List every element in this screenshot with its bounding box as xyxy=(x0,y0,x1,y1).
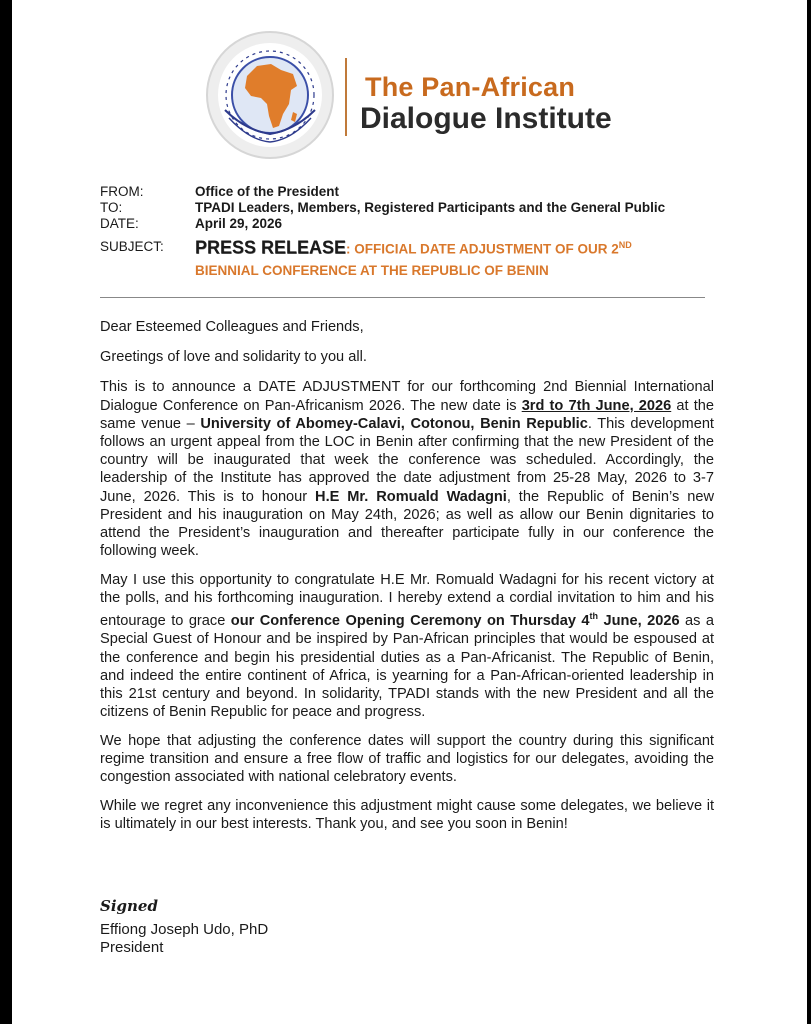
signed-mark: Signed xyxy=(100,897,158,915)
from-value: Office of the President xyxy=(195,184,340,199)
letter-body xyxy=(100,318,714,844)
from-label: FROM: xyxy=(100,184,144,199)
memo-header xyxy=(100,184,740,281)
letterhead xyxy=(205,30,625,165)
header-rule xyxy=(100,297,705,299)
opening-ceremony-sup: th xyxy=(589,611,599,622)
org-name-line1: The Pan-African xyxy=(365,72,576,102)
to-value: TPADI Leaders, Members, Registered Participants and the General Public xyxy=(195,200,666,215)
date-value: April 29, 2026 xyxy=(195,216,283,231)
p1-text-b: at the same venue – xyxy=(100,397,714,432)
p2-text-b: as a Special Guest of Honour and be inspired by Pan-African principles that would be espoused at the conference and begin his presidential duties as a Pan-Africanist. The Republic of Benin, and indeed the entire continent of Africa, is yearning for a Pan-African-oriented leadership in this 21st century and beyond. In solidarity, TPADI stands with the new President and all the citizens of Benin Republic for peace and progress. xyxy=(100,613,715,721)
press-release-heading: PRESS RELEASE xyxy=(195,237,347,258)
p2-text-a: May I use this opportunity to congratulate H.E Mr. Romuald Wadagni for his recent victory at the polls, and his forthcoming inauguration. I hereby extend a cordial invitation to him and his entourage to grace xyxy=(100,571,714,630)
subject-part2: BIENNIAL CONFERENCE AT THE REPUBLIC OF BENIN xyxy=(195,262,549,278)
signature-block xyxy=(100,897,268,957)
salutation: Dear Esteemed Colleagues and Friends, xyxy=(100,319,364,335)
subject-row xyxy=(100,235,740,281)
right-edge-border xyxy=(807,0,811,1024)
to-row xyxy=(100,200,740,216)
from-row xyxy=(100,184,740,200)
p1-text-d: , the Republic of Benin’s new President and his inauguration on May 24th, 2026; as well as allow our Benin dignitaries to attend the President’s inauguration and thereafter participate fully in our conference the following week. xyxy=(100,488,714,560)
subject-text xyxy=(195,235,632,281)
paragraph-closing: While we regret any inconvenience this adjustment might cause some delegates, we believe it is ultimately in our best interests. Thank you, and see you soon in Benin! xyxy=(100,798,714,833)
signatory-title: President xyxy=(100,939,164,956)
venue: University of Abomey-Calavi, Cotonou, Benin Republic xyxy=(200,415,588,432)
signatory-name: Effiong Joseph Udo, PhD xyxy=(100,921,269,938)
subject-label: SUBJECT: xyxy=(100,239,164,254)
date-label: DATE: xyxy=(100,216,139,231)
subject-part1: : OFFICIAL DATE ADJUSTMENT OF OUR 2 xyxy=(346,241,619,257)
globe-logo-icon xyxy=(205,30,335,160)
header-divider xyxy=(345,58,347,136)
to-label: TO: xyxy=(100,200,123,215)
greeting: Greetings of love and solidarity to you all. xyxy=(100,349,367,366)
paragraph-logistics: We hope that adjusting the conference dates will support the country during this significant regime transition and ensure a free flow of traffic and logistics for our delegates, avoiding the congestion associated with national celebratory events. xyxy=(100,732,714,786)
p1-text-c: . This development follows an urgent appeal from the LOC in Benin after confirming that the new President of the country will be inaugurated that week the conference was scheduled. Accordingly, the leadership of the Institute has approved the date adjustment from 25-28 May, 2026 to 3-7 June, 2026. This is to honour xyxy=(100,415,714,505)
paragraph-congratulation xyxy=(100,571,714,721)
paragraph-announcement xyxy=(100,378,714,560)
honouree: H.E Mr. Romuald Wadagni xyxy=(315,488,507,505)
new-date: 3rd to 7th June, 2026 xyxy=(521,397,672,414)
date-row xyxy=(100,216,740,232)
left-edge-border xyxy=(0,0,12,1024)
subject-sup: ND xyxy=(618,240,632,250)
opening-ceremony-date: June, 2026 xyxy=(603,613,680,630)
opening-ceremony: our Conference Opening Ceremony on Thursday 4 xyxy=(230,613,590,630)
p1-text-a: This is to announce a DATE ADJUSTMENT for our forthcoming 2nd Biennial International Dialogue Conference on Pan-Africanism 2026. The new date is xyxy=(100,379,714,414)
org-name-line2: Dialogue Institute xyxy=(360,102,612,135)
